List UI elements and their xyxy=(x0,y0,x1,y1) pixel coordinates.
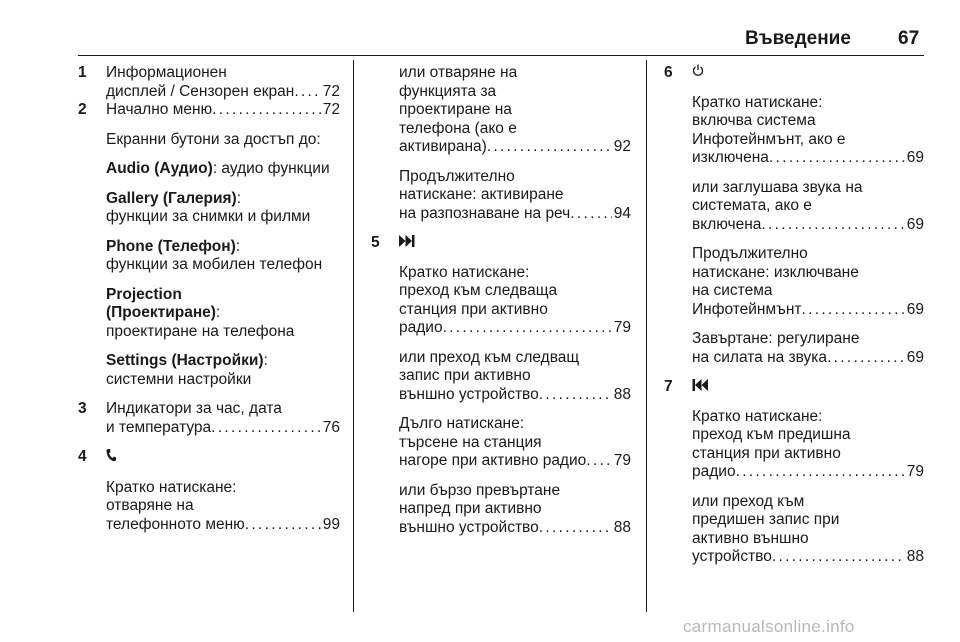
paragraph-next-record: или преход към следващ запис при активно външно устройство . . . 88 xyxy=(371,349,631,405)
entry-number: 6 xyxy=(664,64,673,81)
paragraph-volume: Завъртане: регулиране на силата на звука . . . 69 xyxy=(664,330,924,367)
previous-track-icon xyxy=(692,378,708,397)
entry-number: 4 xyxy=(78,448,87,465)
entry-4: 4 Кратко натискане: отваряне на телефонното меню . . . 99 xyxy=(78,448,340,534)
page-ref: 69 xyxy=(906,149,924,166)
button-desc-settings: системни настройки xyxy=(106,370,252,388)
entry-6: 6 Кратко натискане: включва система Инфотейнмънт, ако е изключена . . . 69 xyxy=(664,64,924,168)
page-ref: 99 xyxy=(322,515,340,533)
watermark: carmanualsonline.info xyxy=(683,617,855,636)
entry-number: 1 xyxy=(78,64,87,81)
button-name-projection: Projection xyxy=(106,285,182,303)
phone-icon xyxy=(106,448,116,468)
page-ref: 76 xyxy=(322,418,340,436)
entry-number: 7 xyxy=(664,378,673,395)
page-ref: 79 xyxy=(613,452,631,469)
button-name-phone: Phone (Телефон) xyxy=(106,237,236,255)
button-desc-audio: : аудио функции xyxy=(212,160,330,177)
paragraph-projection: или отваряне на функцията за проектиране на телефона (ако е активирана) . . . 92 xyxy=(371,64,631,157)
page-ref: 88 xyxy=(613,518,631,536)
column-3 xyxy=(664,64,924,567)
paragraph-prev-record: или преход към предишен запис при активно външно устройство . . . 88 xyxy=(664,493,924,567)
page-ref: 94 xyxy=(613,204,631,222)
column-divider-1 xyxy=(353,60,354,612)
paragraph-power-off: Продължително натискане: изключване на система Инфотейнмънт . . . 69 xyxy=(664,245,924,319)
button-name-projection-2: (Проектиране) xyxy=(106,304,216,321)
paragraph-fast-forward: или бързо превъртане напред при активно външно устройство . . . 88 xyxy=(371,482,631,538)
page-number: 67 xyxy=(898,28,920,49)
button-name-settings: Settings (Настройки) xyxy=(106,352,264,369)
column-divider-2 xyxy=(646,60,647,612)
entry-text: Начално меню xyxy=(106,101,213,118)
page-ref: 72 xyxy=(322,82,340,100)
entry-5: 5 Кратко натискане: преход към следваща станция при активно радио . . . 79 xyxy=(371,234,631,338)
next-track-icon xyxy=(399,234,415,253)
entry-number: 3 xyxy=(78,400,87,417)
entry-text: дисплей / Сензорен екран xyxy=(106,82,295,100)
page-ref: 88 xyxy=(613,385,631,403)
page-ref: 69 xyxy=(906,300,924,318)
column-2 xyxy=(371,64,631,537)
page-ref: 79 xyxy=(906,463,924,480)
button-name-audio: Audio (Аудио) xyxy=(106,160,213,177)
power-icon xyxy=(692,64,704,83)
column-1 xyxy=(78,64,340,534)
page-ref: 92 xyxy=(613,138,631,155)
paragraph-long-press: Дълго натискане: търсене на станция нагоре при активно радио . . . 79 xyxy=(371,415,631,471)
entry-text: Информационен xyxy=(106,64,227,81)
page-ref: 69 xyxy=(906,215,924,233)
paragraph-mute: или заглушава звука на системата, ако е включена . . . 69 xyxy=(664,179,924,235)
page-ref: 79 xyxy=(613,319,631,336)
page-title: Въведение xyxy=(745,28,851,49)
paragraph-voice: Продължително натискане: активиране на разпознаване на реч . . . 94 xyxy=(371,168,631,224)
button-desc-projection: проектиране на телефона xyxy=(106,322,295,340)
button-name-gallery: Gallery (Галерия) xyxy=(106,189,237,207)
entry-2: 2 Начално меню . . . 72 Екранни бутони за достъп до: Audio (Аудио): аудио функции Gallery (Галерия): функции за снимки и филми Phone (Телефон): функции за мобилен телефон Projection (Проектиране): проектиране на телефона Settings (Настройки): системни настройки xyxy=(78,101,340,389)
entry-number: 5 xyxy=(371,234,380,251)
entry-1 xyxy=(78,64,340,101)
entry-3: 3 Индикатори за час, дата и температура . . . 76 xyxy=(78,400,340,437)
intro-text: Екранни бутони за достъп до: xyxy=(106,130,321,148)
button-desc-gallery: функции за снимки и филми xyxy=(106,208,311,225)
page-ref: 72 xyxy=(322,101,340,118)
button-desc-phone: функции за мобилен телефон xyxy=(106,256,323,273)
entry-7: 7 Кратко натискане: преход към предишна станция при активно радио . . . 79 xyxy=(664,378,924,482)
entry-number: 2 xyxy=(78,101,87,118)
page-ref: 69 xyxy=(906,348,924,366)
page-ref: 88 xyxy=(906,548,924,565)
page-header xyxy=(0,0,960,60)
header-rule xyxy=(78,55,924,56)
